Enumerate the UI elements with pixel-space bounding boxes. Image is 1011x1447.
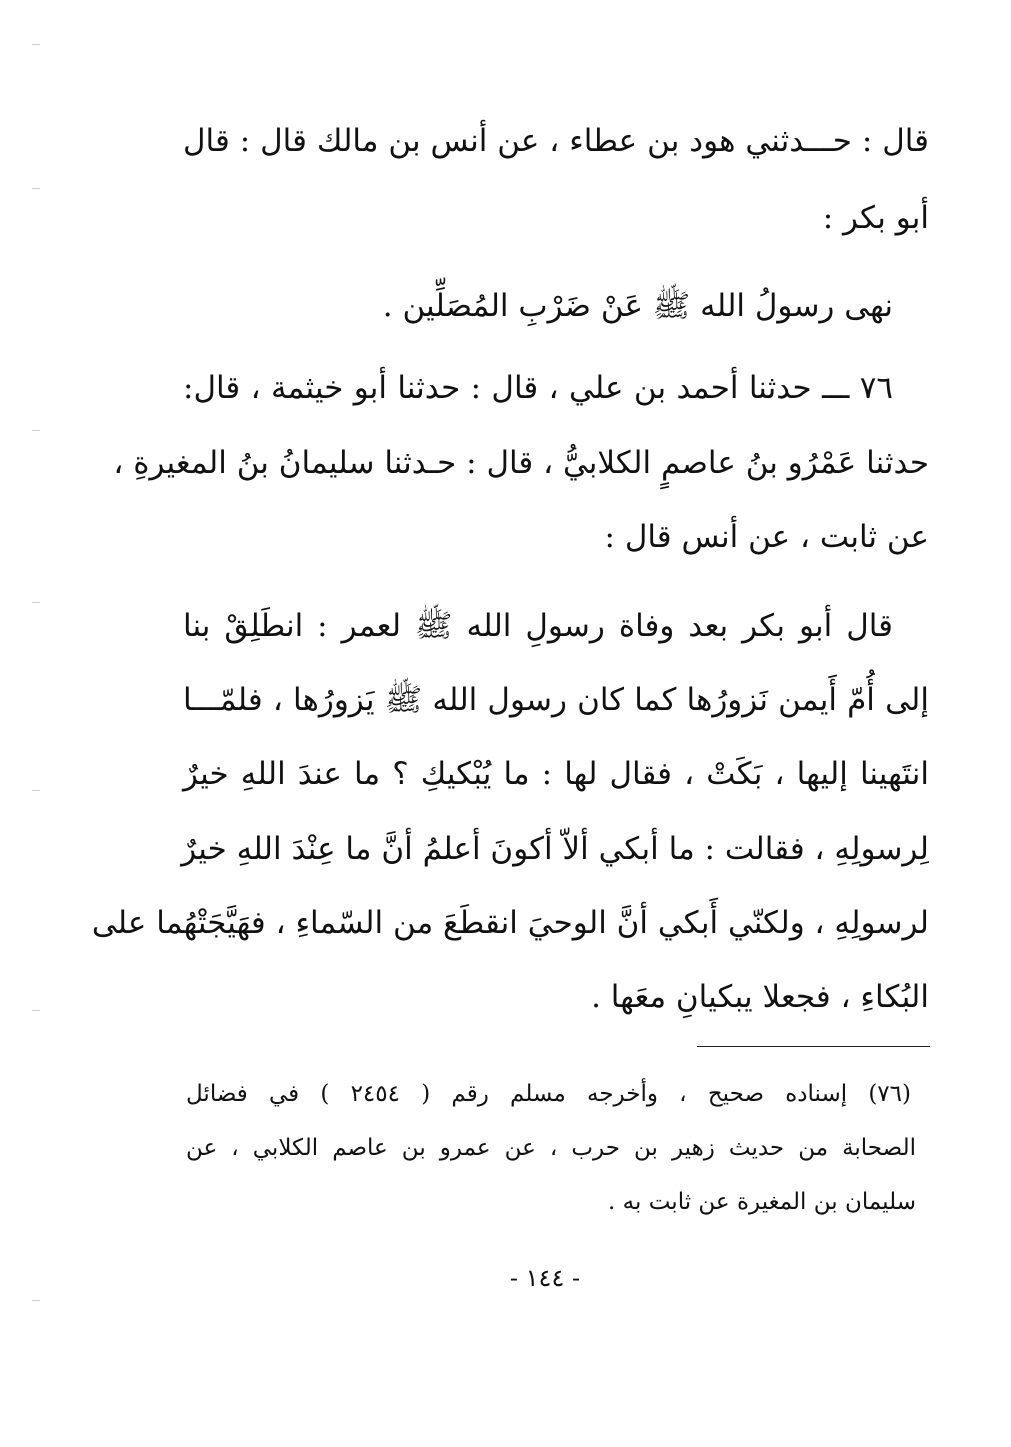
margin-speck	[32, 1300, 40, 1301]
text-line: ٧٦ ـــ حدثنا أحمد بن علي ، قال : حدثنا أبو خيثمة ، قال:	[183, 370, 893, 406]
footnote-line: سليمان بن المغيرة عن ثابت به .	[608, 1189, 916, 1215]
text-line: إلى أُمّ أَيمن نَزورُها كما كان رسول الله ﷺ يَزورُها ، فلمّـــا	[183, 682, 929, 718]
text-line: قال : حـــدثني هود بن عطاء ، عن أنس بن مالك قال : قال	[183, 123, 929, 159]
footnote-line: (٧٦) إسناده صحيح ، وأخرجه مسلم رقم ( ٢٤٥٤ ) في فضائل	[186, 1081, 911, 1107]
margin-speck	[32, 1010, 40, 1011]
page-number: - ١٤٤ -	[509, 1264, 581, 1292]
text-line: البُكاءِ ، فجعلا يبكيانِ معَها .	[591, 979, 929, 1015]
margin-speck	[32, 790, 40, 791]
text-line: قال أبو بكر بعد وفاة رسولِ الله ﷺ لعمر : انطَلِقْ بنا	[183, 608, 893, 644]
footnote-line: الصحابة من حديث زهير بن حرب ، عن عمرو بن عاصم الكلابي ، عن	[186, 1135, 916, 1161]
margin-speck	[32, 430, 40, 431]
margin-speck	[32, 602, 40, 603]
margin-speck	[32, 188, 40, 189]
text-line: لِرسولِهِ ، فقالت : ما أبكي ألاّ أكونَ أعلمُ أنَّ ما عِنْدَ اللهِ خيرٌ	[181, 831, 929, 867]
footnote-divider	[697, 1046, 930, 1047]
text-line: لرسولِهِ ، ولكنّي أَبكي أنَّ الوحيَ انقطَعَ من السّماءِ ، فهَيَّجَتْهُما على	[91, 905, 929, 941]
text-line: عن ثابت ، عن أنس قال :	[604, 519, 929, 555]
text-line: أبو بكر :	[822, 200, 929, 236]
text-line: انتَهينا إليها ، بَكَتْ ، فقال لها : ما يُبْكيكِ ؟ ما عندَ اللهِ خيرٌ	[183, 756, 929, 792]
margin-speck	[32, 44, 40, 45]
text-line: نهى رسولُ الله ﷺ عَنْ ضَرْبِ المُصَلِّين .	[382, 288, 893, 324]
text-line: حدثنا عَمْرُو بنُ عاصمٍ الكلابيُّ ، قال : حـدثنا سليمانُ بنُ المغيرةِ ،	[113, 445, 929, 481]
